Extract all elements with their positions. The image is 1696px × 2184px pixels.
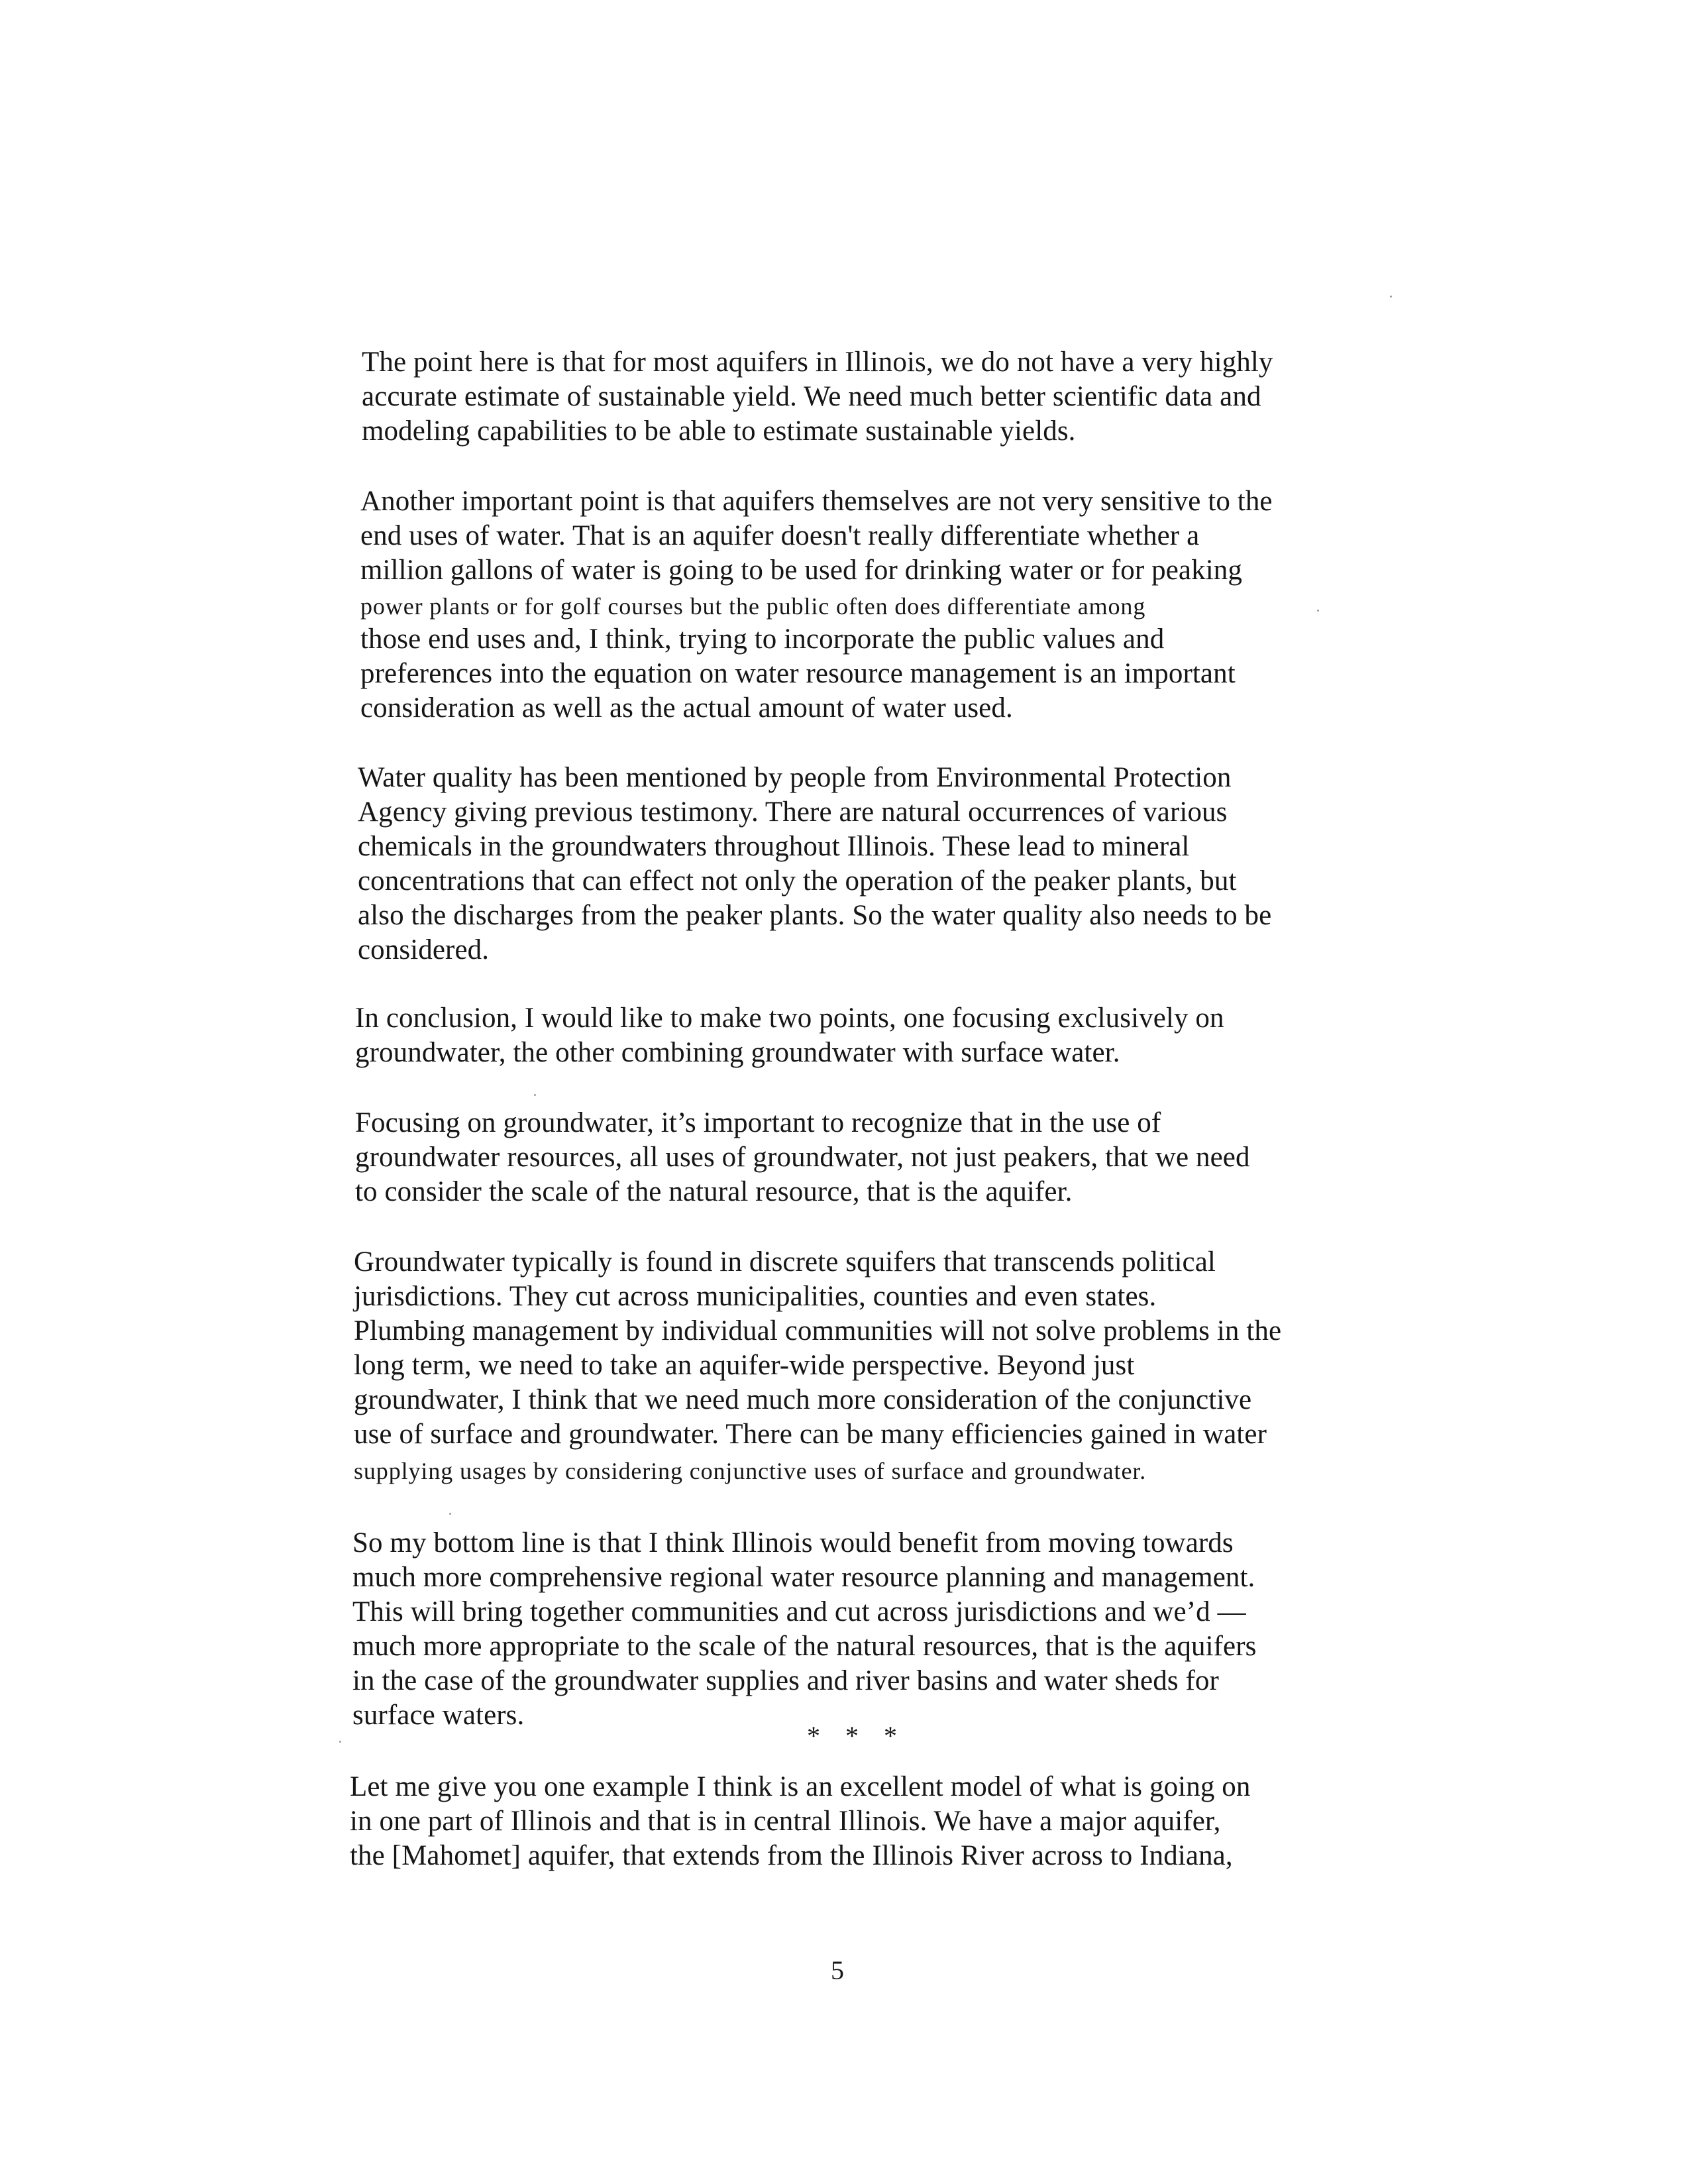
- text-line: So my bottom line is that I think Illinois would benefit from moving towards: [352, 1527, 1234, 1558]
- text-line: In conclusion, I would like to make two points, one focusing exclusively on: [355, 1003, 1224, 1034]
- text-line: chemicals in the groundwaters throughout Illinois. These lead to mineral: [358, 831, 1190, 862]
- text-line: in the case of the groundwater supplies and river basins and water sheds for: [352, 1665, 1219, 1696]
- text-line: groundwater, I think that we need much more consideration of the conjunctive: [354, 1384, 1252, 1415]
- text-line: accurate estimate of sustainable yield. We need much better scientific data and: [362, 381, 1261, 412]
- text-line: the [Mahomet] aquifer, that extends from the Illinois River across to Indiana,: [350, 1840, 1233, 1871]
- text-line: considered.: [358, 934, 490, 965]
- text-line: Water quality has been mentioned by people from Environmental Protection: [358, 762, 1232, 793]
- text-line: Focusing on groundwater, it’s important to recognize that in the use of: [355, 1107, 1161, 1138]
- section-break: * * *: [807, 1721, 906, 1751]
- text-line: much more comprehensive regional water resource planning and management.: [352, 1562, 1255, 1593]
- text-line: jurisdictions. They cut across municipalities, counties and even states.: [354, 1281, 1157, 1312]
- text-line: those end uses and, I think, trying to incorporate the public values and: [360, 624, 1165, 655]
- text-line: concentrations that can effect not only the operation of the peaker plants, but: [358, 865, 1237, 897]
- scan-speck: [449, 1513, 451, 1515]
- text-line: Another important point is that aquifers themselves are not very sensitive to the: [360, 486, 1273, 517]
- text-line: end uses of water. That is an aquifer doesn't really differentiate whether a: [360, 520, 1200, 551]
- text-line: Groundwater typically is found in discrete squifers that transcends political: [354, 1246, 1216, 1278]
- text-line: This will bring together communities and cut across jurisdictions and we’d —: [352, 1596, 1246, 1627]
- text-line: groundwater resources, all uses of groundwater, not just peakers, that we need: [355, 1142, 1250, 1173]
- text-line: also the discharges from the peaker plants. So the water quality also needs to be: [358, 900, 1272, 931]
- text-line: The point here is that for most aquifers in Illinois, we do not have a very highly: [362, 347, 1273, 378]
- text-line: Plumbing management by individual communities will not solve problems in the: [354, 1315, 1282, 1346]
- text-line: groundwater, the other combining groundwater with surface water.: [355, 1037, 1120, 1068]
- scan-speck: [534, 1094, 536, 1096]
- text-line: in one part of Illinois and that is in central Illinois. We have a major aquifer,: [350, 1806, 1221, 1837]
- scan-speck: [1317, 610, 1319, 612]
- text-line: supplying usages by considering conjunctive uses of surface and groundwater.: [354, 1458, 1147, 1484]
- text-line: Agency giving previous testimony. There are natural occurrences of various: [358, 796, 1228, 828]
- text-line: million gallons of water is going to be used for drinking water or for peaking: [360, 555, 1242, 586]
- text-line: power plants or for golf courses but the public often does differentiate among: [360, 593, 1146, 620]
- text-line: modeling capabilities to be able to estimate sustainable yields.: [362, 415, 1076, 447]
- text-line: use of surface and groundwater. There can be many efficiencies gained in water: [354, 1419, 1267, 1450]
- text-line: surface waters.: [352, 1700, 525, 1731]
- page-number: 5: [831, 1955, 844, 1985]
- text-line: to consider the scale of the natural resource, that is the aquifer.: [355, 1176, 1073, 1207]
- text-line: Let me give you one example I think is an excellent model of what is going on: [350, 1771, 1251, 1802]
- scan-speck: [1390, 296, 1392, 298]
- text-line: preferences into the equation on water resource management is an important: [360, 658, 1236, 689]
- text-line: consideration as well as the actual amount of water used.: [360, 692, 1013, 724]
- scan-speck: [339, 1741, 341, 1743]
- text-line: long term, we need to take an aquifer-wide perspective. Beyond just: [354, 1350, 1135, 1381]
- text-line: much more appropriate to the scale of the natural resources, that is the aquifers: [352, 1631, 1257, 1662]
